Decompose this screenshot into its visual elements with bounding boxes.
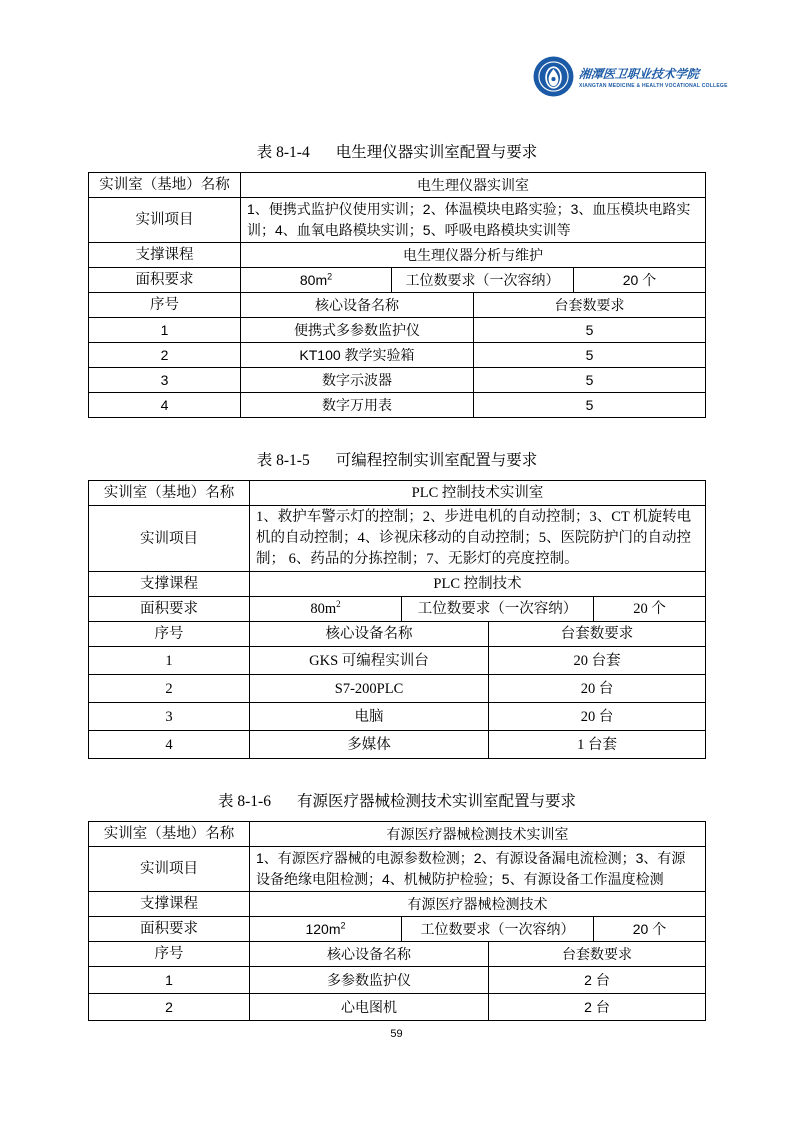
- table-row: [89, 967, 706, 994]
- equip-count: 20 台: [489, 703, 706, 731]
- equip-seq: 3: [89, 368, 241, 393]
- college-logo: [533, 56, 728, 97]
- equip-seq: 3: [89, 703, 250, 731]
- area-superscript: 2: [340, 920, 346, 931]
- area-superscript: 2: [336, 599, 341, 610]
- equip-seq: 1: [89, 647, 250, 675]
- area-number: 80m: [299, 272, 328, 288]
- equip-seq: 2: [89, 675, 250, 703]
- room-name-label: 实训室（基地）名称: [89, 173, 241, 198]
- area-superscript: 2: [327, 271, 333, 282]
- seq-header: 序号: [89, 942, 250, 967]
- stations-label: 工位数要求（一次容纳）: [402, 917, 594, 942]
- table-row: [89, 368, 706, 393]
- equip-seq: 1: [89, 318, 241, 343]
- room-name-label: 实训室（基地）名称: [89, 822, 250, 847]
- table-8-1-5-title-text: 可编程控制实训室配置与要求: [335, 452, 538, 469]
- equip-seq: 4: [89, 393, 241, 418]
- equip-name: 心电图机: [250, 994, 489, 1021]
- area-number: 120m: [305, 921, 341, 937]
- equip-name: 多媒体: [250, 731, 489, 759]
- table-8-1-4: [88, 172, 706, 418]
- table-row: [89, 343, 706, 368]
- page-number: 59: [390, 1028, 403, 1040]
- table-8-1-6-title-number: 表 8-1-6: [218, 793, 271, 810]
- equip-count-header: 台套数要求: [489, 942, 706, 967]
- table-row: [89, 318, 706, 343]
- equip-count: 20 台套: [489, 647, 706, 675]
- equip-count: 2 台: [489, 967, 706, 994]
- equip-count: 20 台: [489, 675, 706, 703]
- course-value: PLC 控制技术: [250, 572, 706, 597]
- college-logo-text: [579, 65, 728, 89]
- document-content: [88, 0, 706, 1021]
- equip-count: 5: [474, 343, 706, 368]
- table-8-1-6: [88, 821, 706, 1021]
- area-value: [250, 917, 402, 942]
- course-label: 支撑课程: [89, 572, 250, 597]
- equip-name: 多参数监护仪: [250, 967, 489, 994]
- room-name-label: 实训室（基地）名称: [89, 481, 250, 506]
- table-row: [89, 731, 706, 759]
- table-8-1-5-title-number: 表 8-1-5: [256, 452, 310, 469]
- equip-count-header: 台套数要求: [489, 622, 706, 647]
- college-name-en: XIANGTAN MEDICINE & HEALTH VOCATIONAL COLLEGE: [579, 82, 728, 89]
- equip-count-header: 台套数要求: [474, 293, 706, 318]
- course-label: 支撑课程: [89, 243, 241, 268]
- equip-name: GKS 可编程实训台: [250, 647, 489, 675]
- area-number: 80m: [310, 601, 337, 617]
- course-value: 有源医疗器械检测技术: [250, 892, 706, 917]
- equip-name: S7-200PLC: [250, 675, 489, 703]
- course-value: 电生理仪器分析与维护: [241, 243, 706, 268]
- area-value: [250, 597, 402, 622]
- area-value: [241, 268, 392, 293]
- capacity-value: 20 个: [574, 268, 706, 293]
- seq-header: 序号: [89, 622, 250, 647]
- table-8-1-6-title: [88, 792, 706, 811]
- area-label: 面积要求: [89, 597, 250, 622]
- college-emblem-icon: [533, 56, 574, 97]
- table-row: [89, 703, 706, 731]
- table-row: [89, 675, 706, 703]
- equip-name: 便携式多参数监护仪: [241, 318, 474, 343]
- capacity-value: 20 个: [594, 917, 706, 942]
- room-name-value: PLC 控制技术实训室: [250, 481, 706, 506]
- projects-label: 实训项目: [89, 847, 250, 892]
- area-label: 面积要求: [89, 917, 250, 942]
- equip-name: KT100 教学实验箱: [241, 343, 474, 368]
- equip-count: 1 台套: [489, 731, 706, 759]
- equip-seq: 1: [89, 967, 250, 994]
- equip-name: 数字万用表: [241, 393, 474, 418]
- equip-seq: 2: [89, 994, 250, 1021]
- projects-label: 实训项目: [89, 198, 241, 243]
- table-8-1-4-title-number: 表 8-1-4: [256, 144, 310, 161]
- table-row: [89, 994, 706, 1021]
- course-label: 支撑课程: [89, 892, 250, 917]
- table-8-1-5-title: [88, 451, 706, 470]
- equip-name-header: 核心设备名称: [241, 293, 474, 318]
- seq-header: 序号: [89, 293, 241, 318]
- table-8-1-4-title: [88, 143, 706, 162]
- equip-seq: 4: [89, 731, 250, 759]
- room-name-value: 电生理仪器实训室: [241, 173, 706, 198]
- equip-name: 电脑: [250, 703, 489, 731]
- equip-count: 5: [474, 393, 706, 418]
- projects-value: 1、便携式监护仪使用实训；2、体温模块电路实验；3、血压模块电路实训；4、血氧电路模块实训；5、呼吸电路模块实训等: [241, 198, 706, 243]
- room-name-value: 有源医疗器械检测技术实训室: [250, 822, 706, 847]
- table-8-1-4-title-text: 电生理仪器实训室配置与要求: [335, 144, 538, 161]
- equip-count: 2 台: [489, 994, 706, 1021]
- equip-name-header: 核心设备名称: [250, 942, 489, 967]
- capacity-value: 20 个: [594, 597, 706, 622]
- projects-label: 实训项目: [89, 506, 250, 572]
- equip-count: 5: [474, 368, 706, 393]
- table-8-1-5: [88, 480, 706, 759]
- equip-name: 数字示波器: [241, 368, 474, 393]
- stations-label: 工位数要求（一次容纳）: [402, 597, 594, 622]
- stations-label: 工位数要求（一次容纳）: [392, 268, 574, 293]
- table-row: [89, 647, 706, 675]
- projects-value: 1、救护车警示灯的控制；2、步进电机的自动控制；3、CT 机旋转电机的自动控制；4、诊视床移动的自动控制；5、医院防护门的自动控制； 6、药品的分拣控制；7、无影灯的亮度控制。: [250, 506, 706, 572]
- table-row: [89, 393, 706, 418]
- equip-seq: 2: [89, 343, 241, 368]
- table-8-1-6-title-text: 有源医疗器械检测技术实训室配置与要求: [296, 793, 576, 810]
- area-label: 面积要求: [89, 268, 241, 293]
- college-name-cn: 湘潭医卫职业技术学院: [578, 66, 700, 81]
- equip-count: 5: [474, 318, 706, 343]
- equip-name-header: 核心设备名称: [250, 622, 489, 647]
- projects-value: 1、有源医疗器械的电源参数检测；2、有源设备漏电流检测；3、有源设备绝缘电阻检测；4、机械防护检验；5、有源设备工作温度检测: [250, 847, 706, 892]
